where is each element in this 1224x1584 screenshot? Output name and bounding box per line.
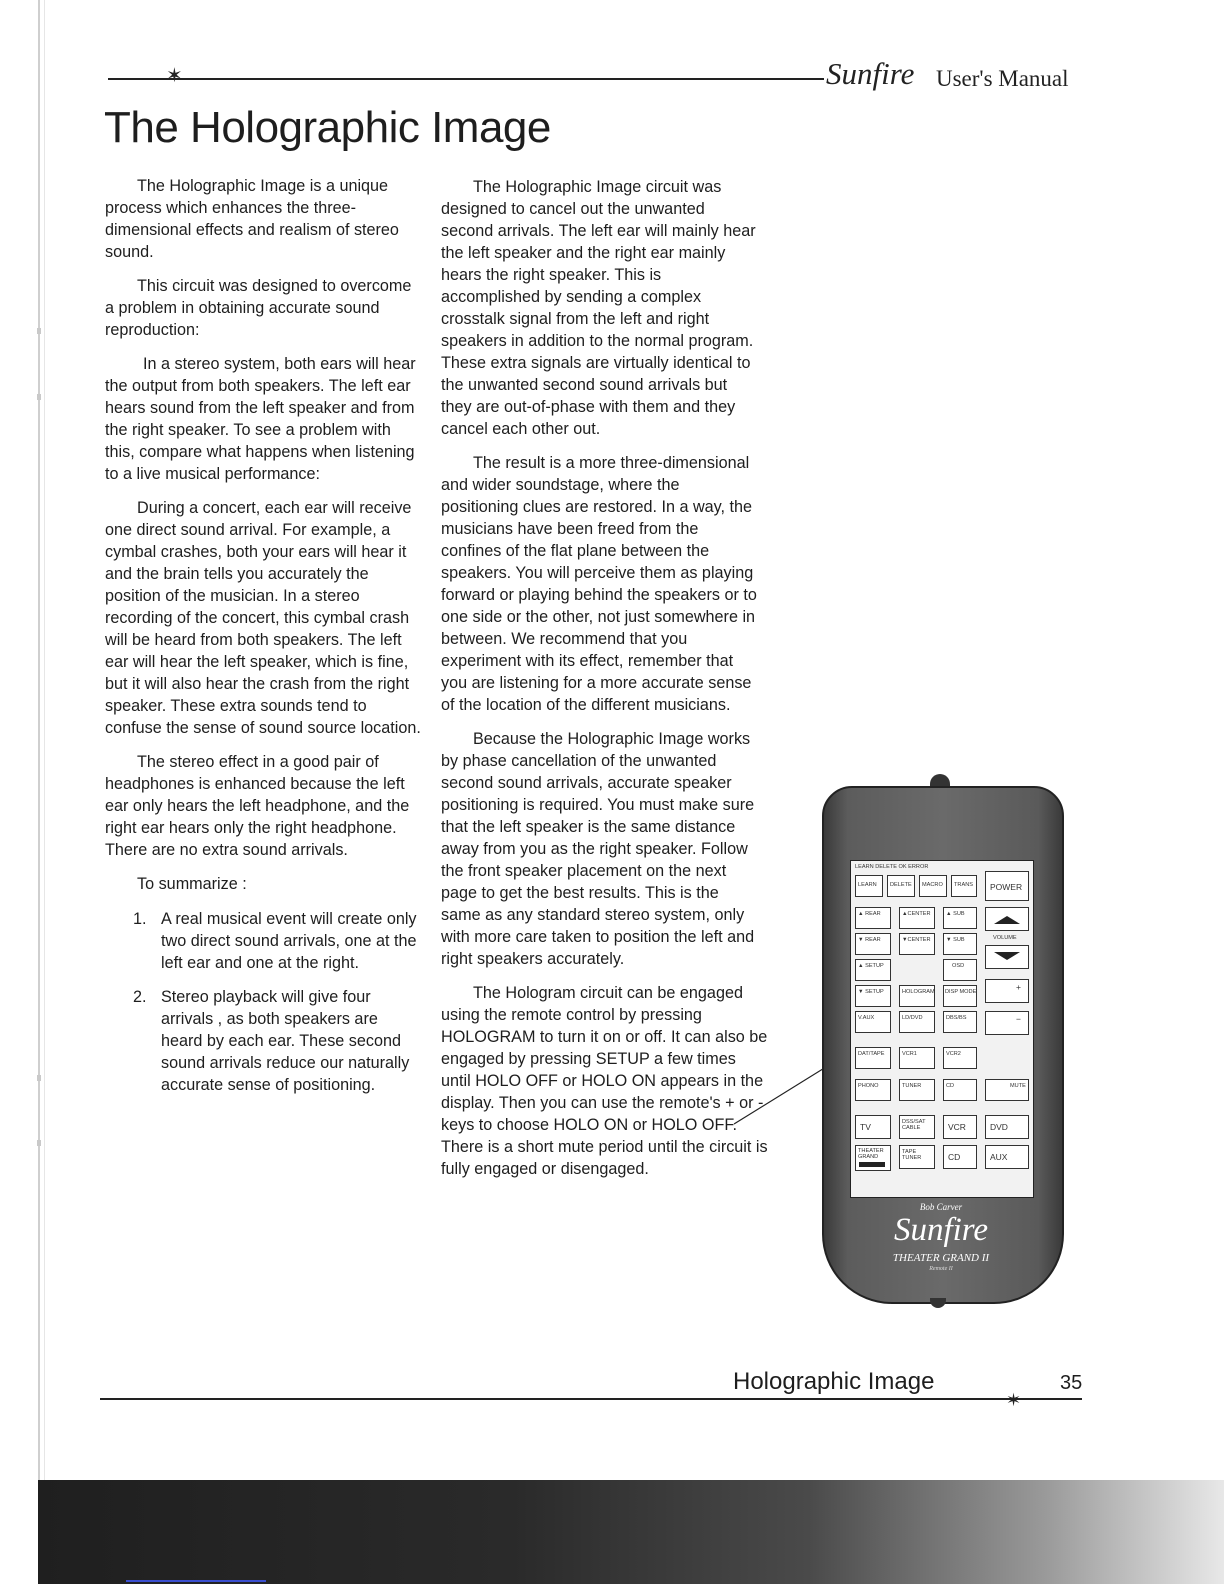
remote-key-tv: TV — [855, 1115, 891, 1139]
paragraph: The Hologram circuit can be engaged using the remote control by pressing HOLOGRAM to turn it on or off. It can also be engaged by pressing SETUP a few times until HOLO OFF or HOLO ON appears in the display. Then you can use the remote's + or - keys to choose HOLO ON or HOLO OFF. There is a short mute period until the circuit is fully engaged or disengaged. — [441, 984, 768, 1178]
paragraph: The result is a more three-dimensional and wider soundstage, where the positioning clues are restored. In a way, the musicians have been freed from the confines of the flat plane between the speakers. You will perceive them as playing forward or playing behind the speakers or to one side or the other, not just somewhere in between. We recommend that you experiment with its effect, remember that you are listening for a more accurate sense of the location of the different musicians. — [441, 454, 757, 714]
scan-mark — [37, 328, 41, 334]
remote-key-power: POWER — [985, 871, 1029, 901]
remote-key-aux: AUX — [985, 1145, 1029, 1169]
paragraph: The Holographic Image circuit was designed to cancel out the unwanted second arrivals. The left ear will mainly hear the left speaker and the right ear mainly hears the right speaker. This is accomplished by sending a complex crosstalk signal from the left and right speakers in addition to the normal program. These extra signals are virtually identical to the unwanted second sound arrivals but they are out-of-phase with them and they cancel each other out. — [441, 178, 756, 438]
text-column-right — [441, 176, 768, 1192]
footer-star-ornament: ✶ — [1006, 1390, 1022, 1411]
remote-key-minus: − — [985, 1011, 1029, 1035]
scan-artifact-line — [126, 1580, 266, 1582]
remote-key-volume-up — [985, 907, 1029, 931]
remote-key-plus: + — [985, 979, 1029, 1003]
remote-keypad — [850, 860, 1034, 1198]
list-item — [105, 986, 423, 1096]
remote-key-dbs-bs: DBS/BS — [943, 1011, 977, 1033]
arrow-down-icon — [986, 946, 1028, 968]
remote-key-cd-2: CD — [943, 1145, 977, 1169]
remote-key-setup-down: ▼ SETUP — [855, 985, 891, 1007]
remote-display-labels: LEARN DELETE OK ERROR — [855, 864, 929, 870]
paragraph: During a concert, each ear will receive one direct sound arrival. For example, a cymbal crashes, both your ears will hear it and the brain tells you accurately the position of the musician. In a stereo recording of the concert, this cymbal crash will be heard from both speakers. The left ear will hear the left speaker, which is fine, but it will also hear the crash from the right speaker. These extra sounds tend to confuse the sense of sound source location. — [105, 499, 421, 737]
footer-section-title: Holographic Image — [733, 1368, 935, 1395]
remote-key-sub-up: ▲ SUB — [943, 907, 977, 929]
remote-key-tuner: TUNER — [899, 1079, 935, 1101]
remote-key-dvd: DVD — [985, 1115, 1029, 1139]
remote-model-sub: Remote II — [929, 1266, 953, 1272]
page-binding-edge — [38, 0, 40, 1584]
summary-intro: To summarize : — [137, 875, 247, 893]
remote-bottom-tab — [930, 1298, 946, 1308]
list-number: 1. — [133, 910, 147, 928]
paragraph: In a stereo system, both ears will hear the output from both speakers. The left ear hears sound from the left speaker and from the right speaker. To see a problem with this, compare what happens when listening to a live musical performance: — [105, 355, 416, 483]
remote-key-volume-down — [985, 945, 1029, 969]
remote-signature: Bob Carver — [919, 1202, 963, 1212]
header-star-ornament: ✶ — [166, 63, 183, 87]
remote-key-dat-tape: DAT/TAPE — [855, 1047, 891, 1069]
remote-key-vaux: V.AUX — [855, 1011, 891, 1033]
paragraph: The stereo effect in a good pair of headphones is enhanced because the left ear only hears the left headphone, and the right ear hears only the right headphone. There are no extra sound arrivals. — [105, 753, 410, 859]
scan-shadow — [38, 1480, 1224, 1584]
header-rule — [108, 78, 824, 80]
remote-control-illustration — [822, 786, 1060, 1300]
remote-key-ld-dvd: LD/DVD — [899, 1011, 935, 1033]
page-title: The Holographic Image — [104, 103, 551, 152]
page-number: 35 — [1060, 1372, 1083, 1394]
remote-key-macro: MACRO — [919, 875, 947, 897]
header-brand: Sunfire — [826, 56, 915, 91]
remote-key-dss-cable: DSS/SAT CABLE — [899, 1115, 935, 1139]
remote-volume-label: VOLUME — [993, 935, 1017, 941]
list-text: Stereo playback will give four arrivals , as both speakers are heard by each ear. These second sound arrivals reduce our naturally accurate sense of positioning. — [161, 988, 410, 1094]
remote-key-disp-mode: DISP MODE — [943, 985, 977, 1007]
header-manual-label: User's Manual — [936, 66, 1069, 91]
remote-key-osd: OSD — [943, 959, 977, 981]
remote-key-delete: DELETE — [887, 875, 915, 897]
remote-model: THEATER GRAND II — [892, 1252, 990, 1264]
remote-key-cd: CD — [943, 1079, 977, 1101]
scan-mark — [37, 1075, 41, 1081]
summary-list — [105, 908, 423, 1096]
remote-key-trans: TRANS — [951, 875, 977, 897]
remote-key-center-up: ▲CENTER — [899, 907, 935, 929]
paragraph: The Holographic Image is a unique process which enhances the three-dimensional effects and realism of stereo sound. — [105, 177, 399, 261]
remote-logo: Sunfire — [893, 1212, 989, 1248]
list-text: A real musical event will create only two direct sound arrivals, one at the left ear and one at the right. — [161, 910, 417, 972]
paragraph: This circuit was designed to overcome a problem in obtaining accurate sound reproduction: — [105, 277, 412, 339]
remote-key-tape-tuner: TAPE TUNER — [899, 1145, 935, 1169]
remote-key-vcr: VCR — [943, 1115, 977, 1139]
footer-rule — [100, 1398, 1082, 1400]
text-column-left — [105, 175, 423, 1108]
remote-key-hologram: HOLOGRAM — [899, 985, 935, 1007]
paragraph: Because the Holographic Image works by phase cancellation of the unwanted second sound arrivals, accurate speaker positioning is required. You must make sure that the left speaker is the same distance away from you as the right speaker. Follow the front speaker placement on the next page to get the best results. This is the same as any standard stereo system, only with more care taken to position the left and right speakers accurately. — [441, 730, 755, 968]
remote-key-rear-down: ▼ REAR — [855, 933, 891, 955]
remote-key-center-down: ▼CENTER — [899, 933, 935, 955]
remote-key-sub-down: ▼ SUB — [943, 933, 977, 955]
remote-key-vcr2: VCR2 — [943, 1047, 977, 1069]
list-item — [105, 908, 423, 974]
arrow-up-icon — [986, 908, 1028, 930]
remote-key-vcr1: VCR1 — [899, 1047, 935, 1069]
remote-key-learn: LEARN — [855, 875, 883, 897]
scan-mark — [37, 1140, 41, 1146]
remote-key-phono: PHONO — [855, 1079, 891, 1101]
remote-key-theater-grand-bar — [859, 1162, 885, 1167]
remote-key-theater-grand: THEATER GRAND — [855, 1145, 891, 1171]
remote-key-rear-up: ▲ REAR — [855, 907, 891, 929]
remote-key-mute: MUTE — [985, 1079, 1029, 1101]
page-binding-edge-inner — [44, 0, 45, 1584]
list-number: 2. — [133, 988, 147, 1006]
remote-key-setup-up: ▲ SETUP — [855, 959, 891, 981]
scan-mark — [37, 394, 41, 400]
